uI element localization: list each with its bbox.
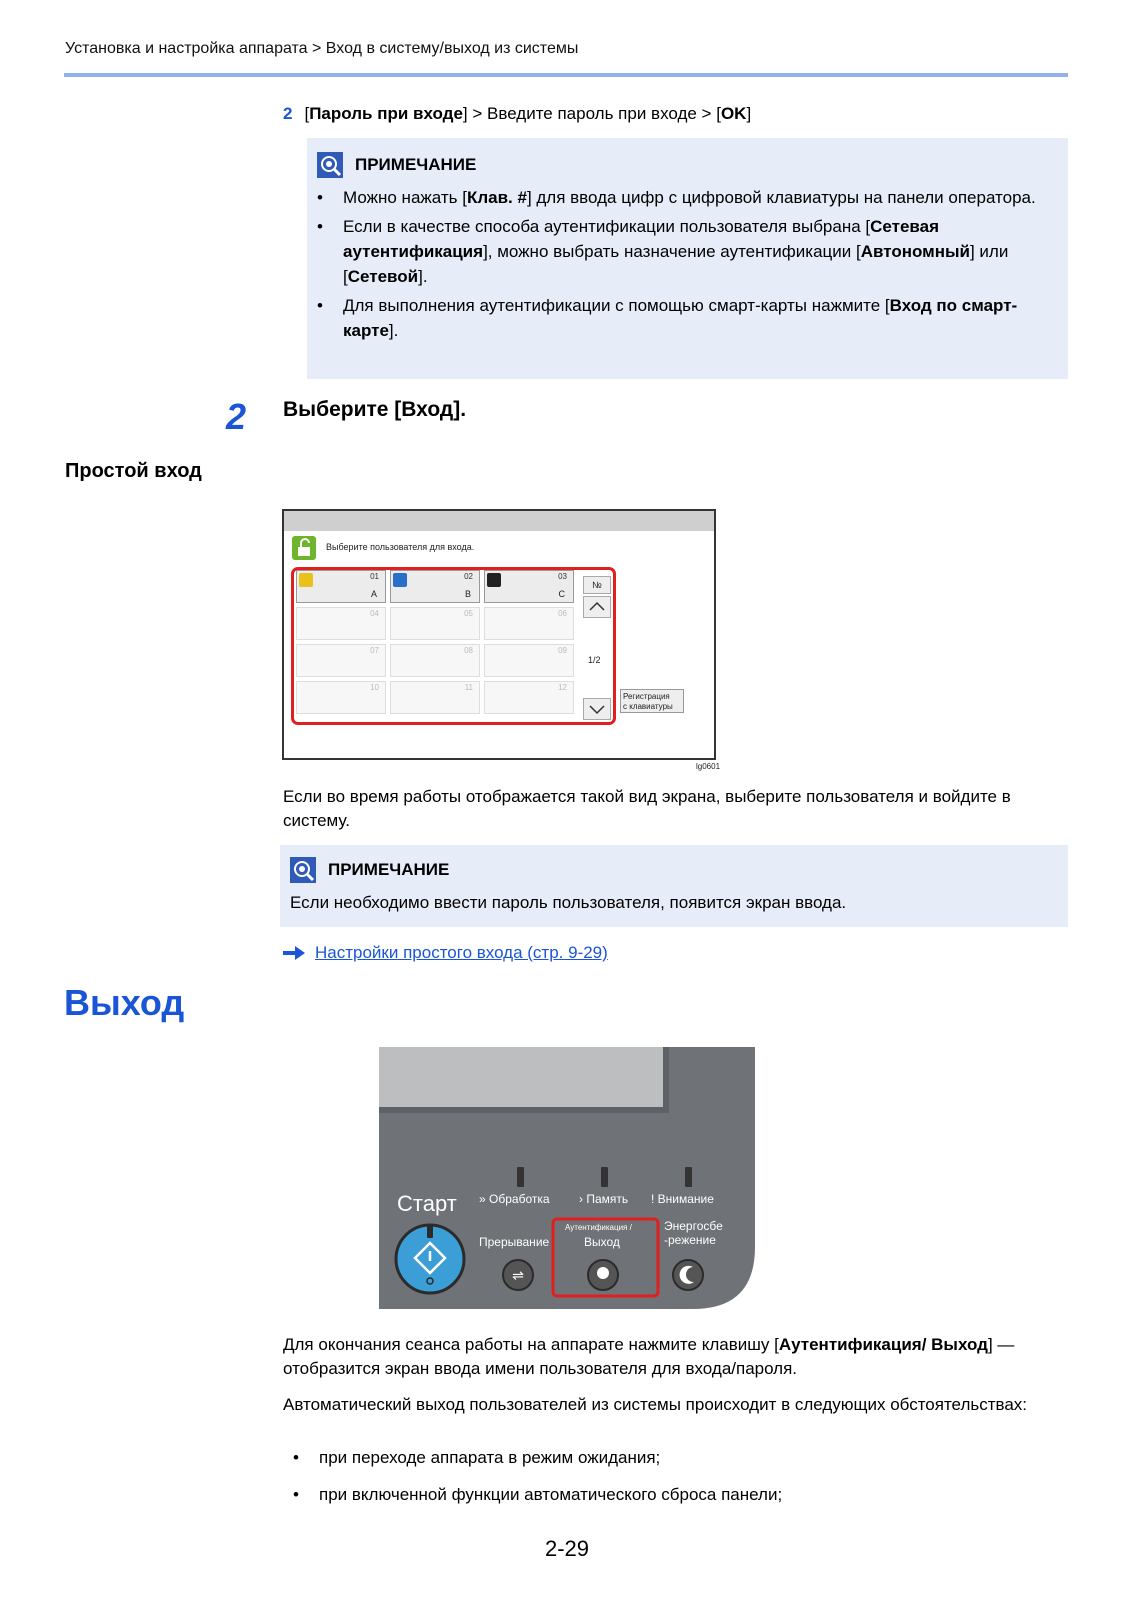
note-text: Если необходимо ввести пароль пользователя, появится экран ввода. — [290, 893, 847, 912]
step-text: ] > Введите пароль при входе > [ — [462, 104, 721, 123]
step-big-number: 2 — [226, 396, 247, 437]
link-row — [283, 943, 608, 963]
screen-prompt: Выберите пользователя для входа. — [326, 542, 475, 552]
list-item: • Если в качестве способа аутентификации пользователя выбрана [Сетевая аутентификация], можно выбрать назначение аутентификации [Автономный] или [Сетевой]. — [307, 214, 1057, 289]
note-bullet-list — [307, 185, 1057, 347]
user-number: 01 — [370, 572, 379, 581]
svg-text:⇌: ⇌ — [512, 1268, 524, 1284]
page-header-breadcrumb: Установка и настройка аппарата > Вход в систему/выход из системы — [65, 40, 579, 57]
bracket: ] — [746, 104, 752, 123]
auth-logout-label-top: Аутентификация / — [565, 1223, 632, 1232]
start-label: Старт — [397, 1191, 457, 1216]
note-title — [317, 152, 476, 178]
memory-indicator-label: › Память — [579, 1192, 629, 1206]
unlock-icon — [292, 536, 316, 560]
page-number: 2-29 — [545, 1536, 590, 1561]
header-divider — [64, 73, 1068, 77]
note-title-text: ПРИМЕЧАНИЕ — [328, 860, 450, 879]
step-password-line — [283, 104, 751, 124]
user-number: 10 — [370, 683, 379, 692]
password-key-label: Пароль при входе — [309, 104, 463, 123]
keyboard-register-button[interactable] — [620, 689, 684, 713]
login-screen-figure — [282, 509, 716, 760]
energy-save-label: -режение — [664, 1233, 716, 1247]
list-item: • при переходе аппарата в режим ожидания; — [283, 1445, 1043, 1470]
user-name: C — [558, 589, 565, 599]
note-box-1 — [307, 138, 1068, 379]
logout-paragraph-2: Автоматический выход пользователей из системы происходит в следующих обстоятельствах: — [283, 1395, 1028, 1414]
note-title-text: ПРИМЕЧАНИЕ — [355, 155, 477, 174]
step-instruction: Выберите [Вход]. — [283, 398, 467, 421]
user-number: 11 — [464, 683, 473, 692]
user-number: 04 — [370, 609, 379, 618]
user-number: 08 — [464, 646, 473, 655]
user-name: B — [464, 589, 471, 599]
auth-logout-label-bottom: Выход — [584, 1235, 620, 1249]
control-panel-figure — [379, 1047, 755, 1317]
ok-key-label: OK — [720, 104, 747, 123]
note-icon — [290, 857, 316, 883]
user-number: 02 — [464, 572, 473, 581]
page-indicator: 1/2 — [588, 655, 601, 665]
section-heading-simple-login: Простой вход — [65, 460, 202, 482]
attention-indicator-label: ! Внимание — [651, 1192, 714, 1206]
user-number: 12 — [558, 683, 567, 692]
simple-login-settings-link[interactable]: Настройки простого входа (стр. 9-29) — [315, 943, 608, 962]
energy-save-label: Энергосбе — [664, 1219, 723, 1233]
note-icon — [317, 152, 343, 178]
simple-login-paragraph: Если во время работы отображается такой вид экрана, выберите пользователя и войдите в систему. — [283, 787, 1011, 830]
figure-id: lg0601 — [696, 762, 721, 771]
user-number: 07 — [370, 646, 379, 655]
screen-top-bar — [284, 511, 714, 531]
logout-bullets — [283, 1445, 1043, 1511]
register-label: Регистрация — [623, 692, 670, 701]
bracket: [ — [304, 104, 310, 123]
step-number: 2 — [283, 104, 293, 123]
user-name: A — [370, 589, 377, 599]
logout-paragraph-1: Для окончания сеанса работы на аппарате нажмите клавишу [Аутентификация/ Выход] — отобразится экран ввода имени пользователя для входа/пароля. — [283, 1335, 1015, 1378]
control-panel-drawing — [379, 1047, 755, 1317]
note-box-2 — [280, 845, 1068, 927]
interrupt-label: Прерывание — [479, 1235, 550, 1249]
list-item: • Для выполнения аутентификации с помощью смарт-карты нажмите [Вход по смарт-карте]. — [307, 293, 1057, 343]
note-title — [290, 857, 449, 883]
highlight-frame — [291, 567, 616, 725]
user-number: 06 — [558, 609, 567, 618]
list-item: • при включенной функции автоматического сброса панели; — [283, 1482, 1043, 1507]
user-number: 09 — [558, 646, 567, 655]
section-heading-logout: Выход — [64, 982, 185, 1023]
register-label: с клавиатуры — [623, 702, 673, 711]
user-number: 05 — [464, 609, 473, 618]
number-button[interactable]: № — [583, 576, 611, 594]
processing-indicator-label: » Обработка — [479, 1192, 550, 1206]
list-item: • Можно нажать [Клав. #] для ввода цифр с цифровой клавиатуры на панели оператора. — [307, 185, 1057, 210]
arrow-right-icon — [283, 946, 305, 960]
user-number: 03 — [558, 572, 567, 581]
